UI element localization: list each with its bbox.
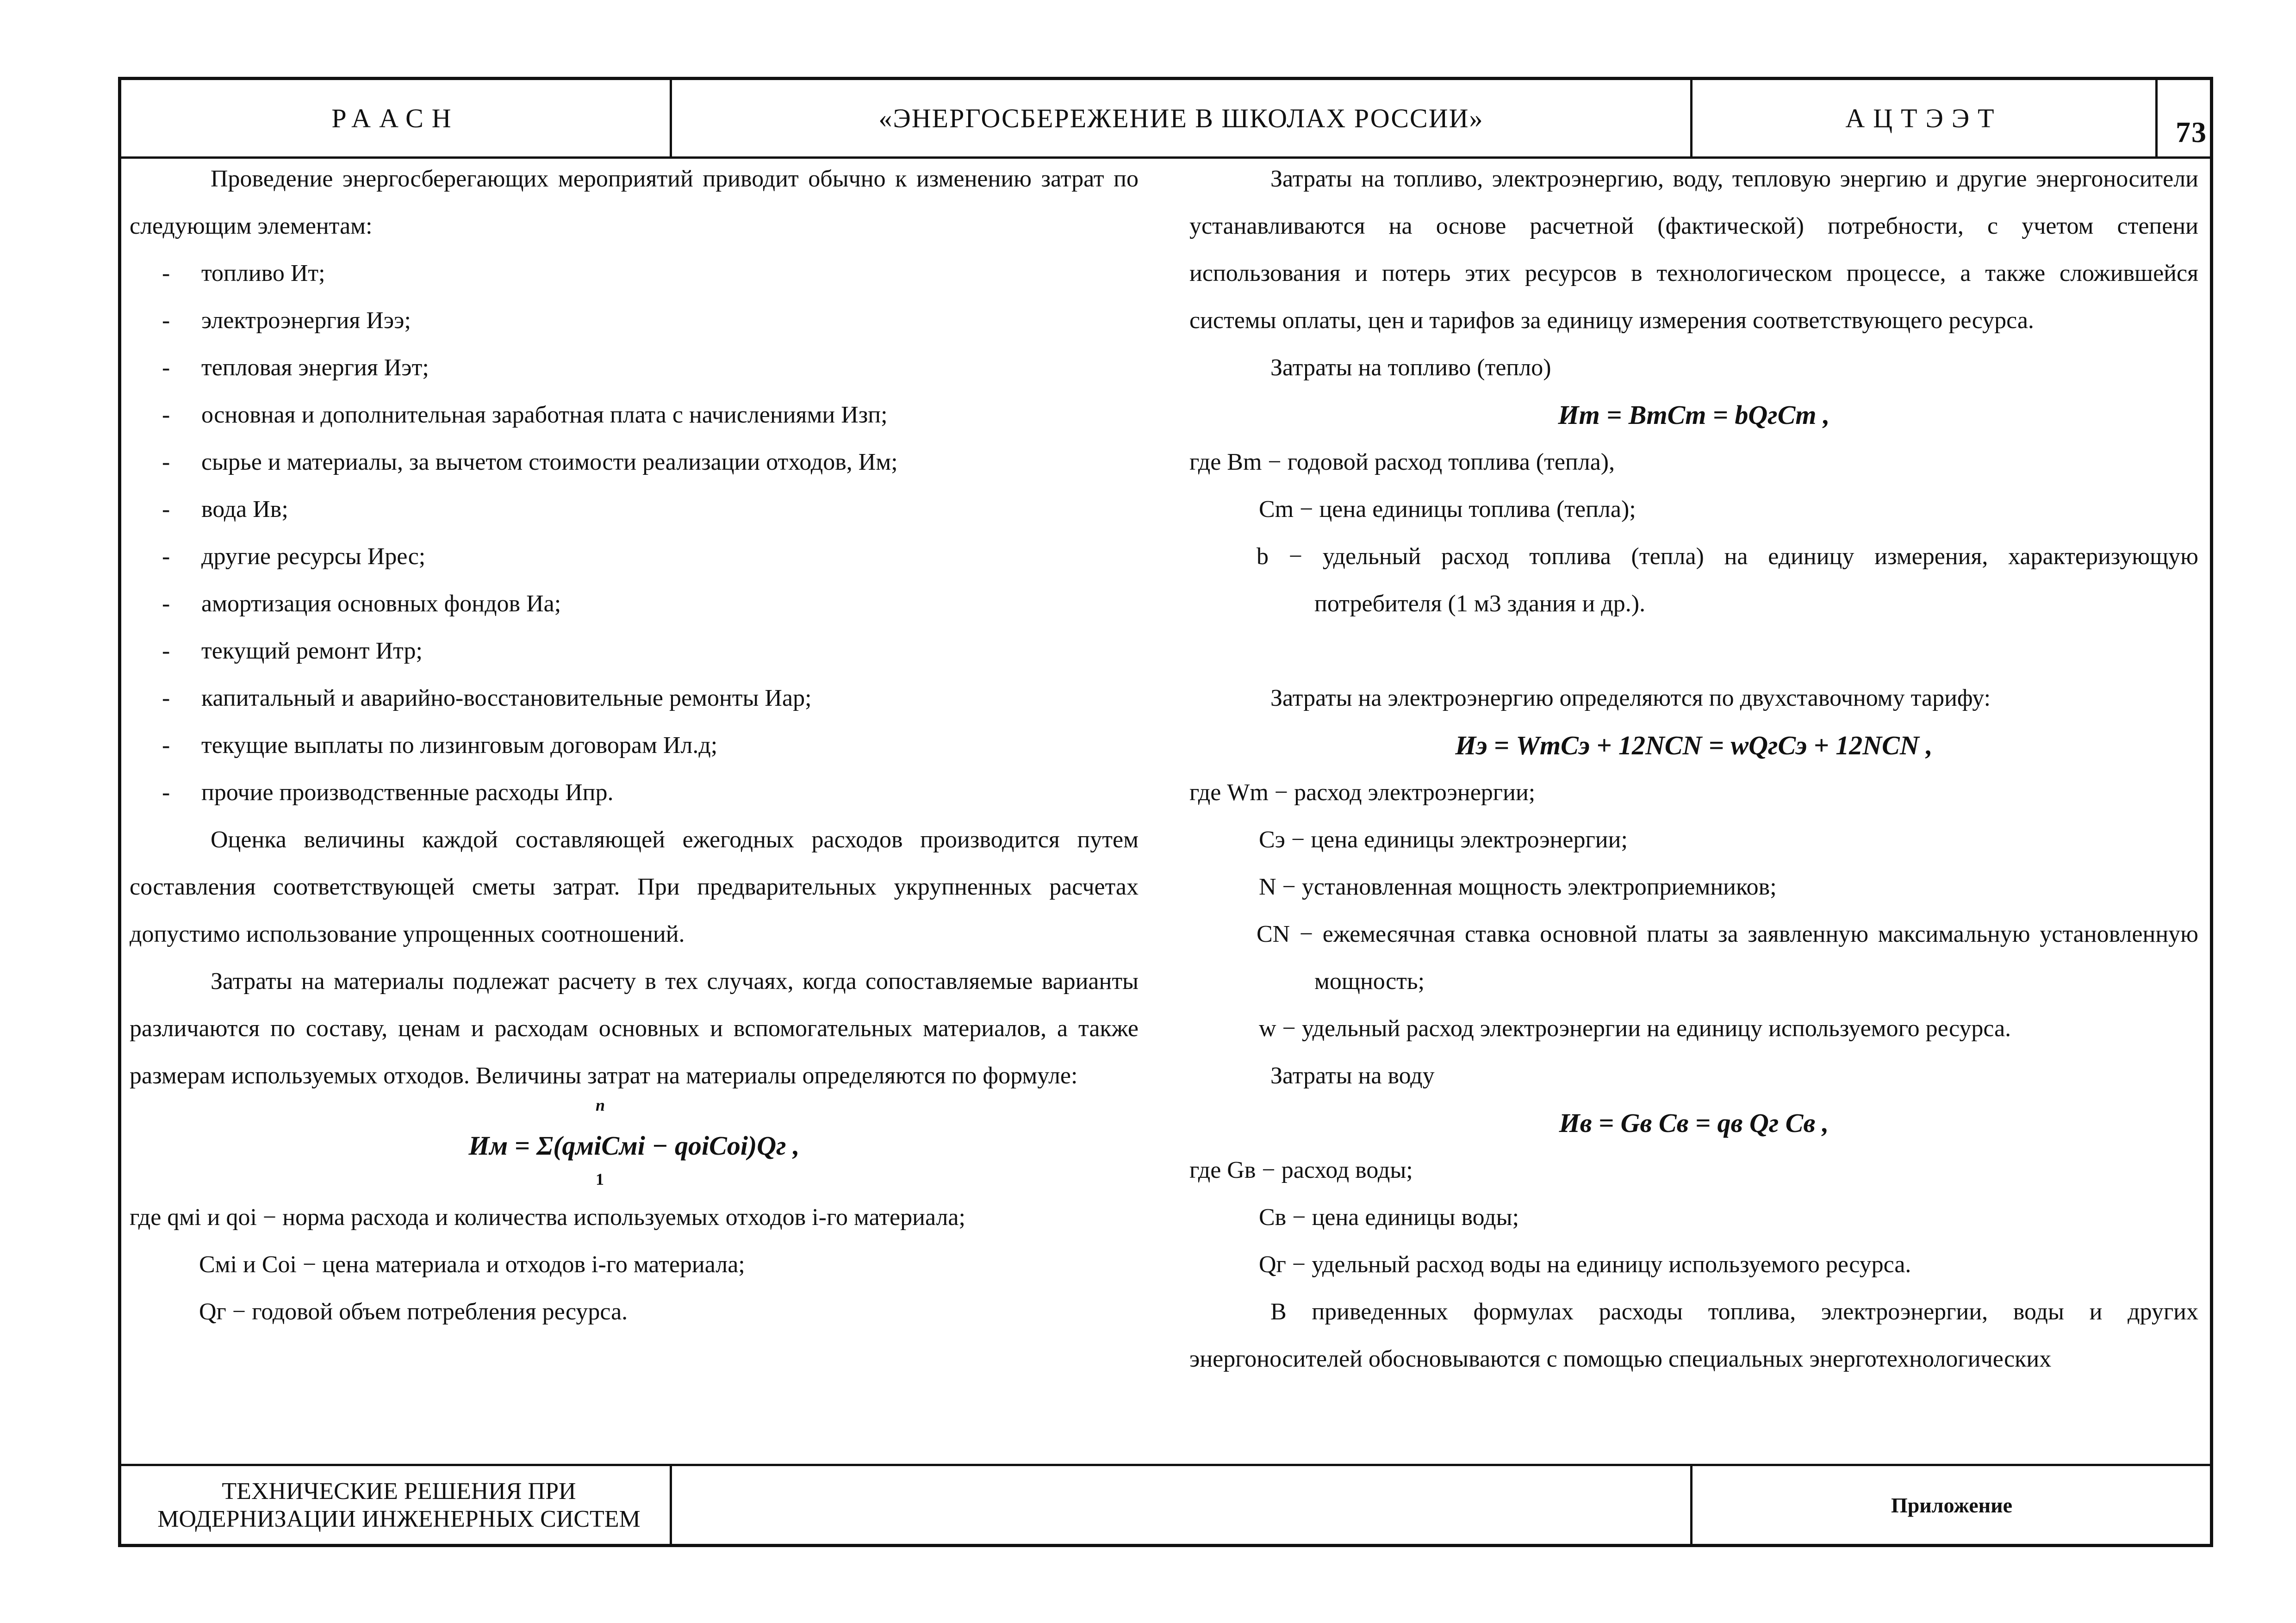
header-left: РААСН — [331, 103, 460, 133]
where-water-2: Cв − цена единицы воды; — [1259, 1204, 1519, 1231]
footer-left: ТЕХНИЧЕСКИЕ РЕШЕНИЯ ПРИ МОДЕРНИЗАЦИИ ИНЖЕНЕРНЫХ СИСТЕМ — [157, 1478, 641, 1532]
left-column — [130, 155, 1139, 1336]
header-sep-1 — [670, 80, 672, 156]
where-el-3: N − установленная мощность электроприемников; — [1259, 874, 1777, 900]
list-item: - капитальный и аварийно-восстановительные ремонты Иар; — [162, 685, 812, 711]
closing-paragraph: В приведенных формулах расходы топлива, электроэнергии, воды и других энергоносителей обосновываются с помощью специальных энерготехнологических — [1189, 1299, 2198, 1372]
list-item: - сырье и материалы, за вычетом стоимости реализации отходов, Им; — [162, 449, 898, 475]
footer-right: Приложение — [1891, 1493, 2013, 1517]
where-el-5: w − удельный расход электроэнергии на единицу используемого ресурса. — [1259, 1015, 2011, 1042]
header-right: АЦТЭЭТ — [1845, 103, 2003, 133]
list-item: - вода Ив; — [162, 496, 288, 522]
where-fuel-2: Cm − цена единицы топлива (тепла); — [1259, 496, 1636, 522]
formula-upper-limit: n — [596, 1096, 605, 1114]
list-item: - амортизация основных фондов Иа; — [162, 591, 561, 617]
materials-formula — [130, 1096, 1139, 1194]
spacer — [1189, 628, 2198, 675]
fuel-costs-heading: Затраты на топливо (тепло) — [1270, 354, 1551, 381]
formula-lower-limit: 1 — [596, 1170, 604, 1188]
where-fuel-1: где Bm − годовой расход топлива (тепла), — [1189, 449, 1615, 475]
formula-body: Им = Σ(qмiCмi − qoiCoi)Qг , — [468, 1131, 800, 1161]
list-item: - топливо Ит; — [162, 260, 325, 286]
intro-paragraph: Проведение энергосберегающих мероприятий приводит обычно к изменению затрат по следующим элементам: — [130, 166, 1139, 239]
where-el-4: CN − ежемесячная ставка основной платы за заявленную максимальную установленную мощность; — [1257, 921, 2198, 995]
header-center: «ЭНЕРГОСБЕРЕЖЕНИЕ В ШКОЛАХ РОССИИ» — [878, 103, 1484, 133]
where-line-2: Cмi и Coi − цена материала и отходов i-го материала; — [199, 1251, 745, 1278]
electricity-costs-heading: Затраты на электроэнергию определяются по двухставочному тарифу: — [1270, 685, 1991, 711]
where-line-3: Qг − годовой объем потребления ресурса. — [199, 1299, 628, 1325]
list-item: - тепловая энергия Иэт; — [162, 354, 429, 381]
header-sep-3 — [2155, 80, 2158, 156]
right-column — [1189, 155, 2198, 1383]
list-item: - текущий ремонт Итр; — [162, 638, 423, 664]
list-item: - прочие производственные расходы Ипр. — [162, 779, 614, 806]
where-el-1: где Wm − расход электроэнергии; — [1189, 779, 1536, 806]
where-el-2: Cэ − цена единицы электроэнергии; — [1259, 827, 1628, 853]
where-water-1: где Gв − расход воды; — [1189, 1157, 1413, 1183]
electricity-formula: Иэ = WmCэ + 12NCN = wQгCэ + 12NCN , — [1455, 730, 1933, 760]
materials-paragraph: Затраты на материалы подлежат расчету в тех случаях, когда сопоставляемые варианты различаются по составу, ценам и расходам основных и вспомогательных материалов, а также размерам используемых отходов. Величины затрат на материалы определяются по формуле: — [130, 968, 1139, 1089]
page-number: 73 — [2176, 115, 2207, 149]
list-item: - электроэнергия Иээ; — [162, 307, 411, 334]
fuel-formula: Иm = BmCm = bQгCm , — [1558, 400, 1830, 430]
water-costs-heading: Затраты на воду — [1270, 1063, 1435, 1089]
water-formula: Ив = Gв Cв = qв Qг Cв , — [1559, 1108, 1829, 1138]
list-item: - другие ресурсы Ирес; — [162, 543, 426, 570]
estimate-paragraph: Оценка величины каждой составляющей ежегодных расходов производится путем составления соответствующей сметы затрат. При предварительных укрупненных расчетах допустимо использование упрощенных соотношений. — [130, 827, 1139, 947]
footer-center — [672, 1466, 1690, 1545]
where-line-1: где qмi и qoi − норма расхода и количества используемых отходов i-го материала; — [130, 1204, 965, 1231]
where-fuel-3: b − удельный расход топлива (тепла) на единицу измерения, характеризующую потребителя (1 м3 здания и др.). — [1257, 543, 2198, 617]
where-water-3: Qг − удельный расход воды на единицу используемого ресурса. — [1259, 1251, 1911, 1278]
list-item: - текущие выплаты по лизинговым договорам Ил.д; — [162, 732, 718, 759]
energy-costs-paragraph: Затраты на топливо, электроэнергию, воду, тепловую энергию и другие энергоносители устанавливаются на основе расчетной (фактической) потребности, с учетом степени использования и потерь этих ресурсов в технологическом процессе, а также сложившейся системы оплаты, цен и тарифов за единицу измерения соответствующего ресурса. — [1189, 166, 2198, 334]
header-sep-2 — [1690, 80, 1692, 156]
cost-items-list — [130, 250, 1139, 816]
list-item: - основная и дополнительная заработная плата с начислениями Изп; — [162, 402, 888, 428]
